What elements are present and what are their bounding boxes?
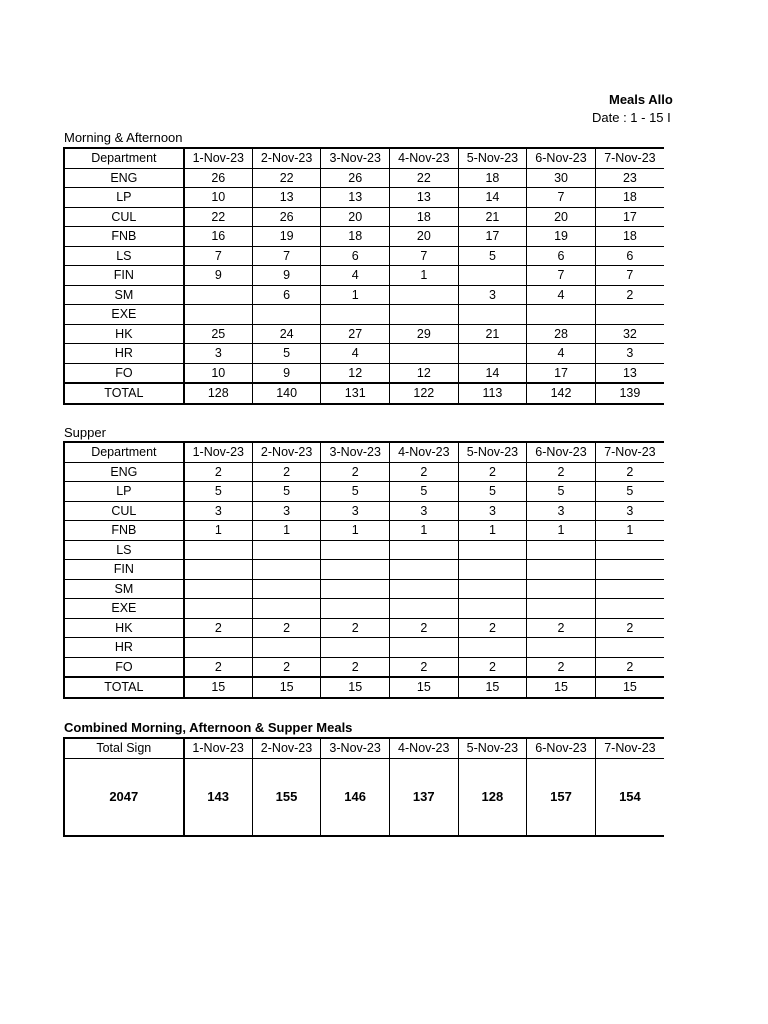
meal-count-cell: 3	[321, 501, 390, 521]
department-cell: EXE	[64, 305, 184, 325]
column-header: 2-Nov-23	[252, 442, 321, 462]
meal-count-cell: 2	[390, 618, 459, 638]
meal-count-cell: 3	[527, 501, 596, 521]
meal-count-cell: 13	[595, 363, 664, 383]
meal-count-cell: 20	[527, 207, 596, 227]
meal-count-cell: 2	[252, 618, 321, 638]
meal-count-cell: 23	[595, 168, 664, 188]
meal-count-cell: 5	[184, 482, 253, 502]
meal-count-cell: 13	[390, 188, 459, 208]
meal-count-cell: 26	[184, 168, 253, 188]
meal-count-cell: 10	[184, 363, 253, 383]
department-cell: LP	[64, 482, 184, 502]
meal-count-cell: 18	[458, 168, 527, 188]
column-header: 5-Nov-23	[458, 148, 527, 168]
meal-count-cell: 1	[321, 285, 390, 305]
meal-count-cell: 20	[390, 227, 459, 247]
column-header: 2-Nov-23	[252, 738, 321, 758]
meal-count-cell: 2	[458, 657, 527, 677]
meal-count-cell: 18	[321, 227, 390, 247]
meal-count-cell: 2	[595, 285, 664, 305]
column-header: 4-Nov-23	[390, 442, 459, 462]
meal-count-cell: 2	[595, 657, 664, 677]
meal-count-cell: 5	[527, 482, 596, 502]
column-header: 7-Nov-23	[595, 148, 664, 168]
column-header: 5-Nov-23	[458, 442, 527, 462]
department-cell: ENG	[64, 168, 184, 188]
column-header: 4-Nov-23	[390, 148, 459, 168]
meal-count-cell: 26	[321, 168, 390, 188]
meal-count-cell: 3	[458, 501, 527, 521]
meal-count-cell: 5	[252, 344, 321, 364]
meal-count-cell: 6	[321, 246, 390, 266]
meal-count-cell: 2	[321, 618, 390, 638]
meal-count-cell: 26	[252, 207, 321, 227]
meal-count-cell: 2	[595, 462, 664, 482]
meal-count-cell: 2	[184, 618, 253, 638]
meal-count-cell: 15	[252, 677, 321, 698]
meal-count-cell: 20	[321, 207, 390, 227]
meal-count-cell: 29	[390, 324, 459, 344]
meal-count-cell: 2	[252, 657, 321, 677]
meal-count-cell: 15	[184, 677, 253, 698]
daily-total-cell: 146	[321, 758, 390, 836]
meal-count-cell: 13	[321, 188, 390, 208]
meal-count-cell: 2	[390, 462, 459, 482]
meal-count-cell: 22	[252, 168, 321, 188]
meal-count-cell: 9	[252, 266, 321, 286]
meal-count-cell: 113	[458, 383, 527, 404]
meal-count-cell: 7	[527, 266, 596, 286]
meal-count-cell: 19	[252, 227, 321, 247]
meal-count-cell: 5	[458, 482, 527, 502]
column-header: Total Sign	[64, 738, 184, 758]
department-cell: FNB	[64, 227, 184, 247]
combined-meals-table	[63, 737, 664, 837]
meal-count-cell: 14	[458, 188, 527, 208]
column-header: 1-Nov-23	[184, 738, 253, 758]
department-cell: CUL	[64, 501, 184, 521]
meal-count-cell: 10	[184, 188, 253, 208]
meal-count-cell: 2	[252, 462, 321, 482]
column-header: 5-Nov-23	[458, 738, 527, 758]
department-cell: FIN	[64, 560, 184, 580]
department-cell: CUL	[64, 207, 184, 227]
meal-count-cell: 7	[390, 246, 459, 266]
department-cell: SM	[64, 579, 184, 599]
meal-count-cell: 3	[184, 501, 253, 521]
meal-count-cell: 5	[458, 246, 527, 266]
meal-count-cell: 1	[252, 521, 321, 541]
meal-count-cell: 2	[184, 657, 253, 677]
meal-count-cell: 128	[184, 383, 253, 404]
meal-count-cell: 2	[527, 618, 596, 638]
department-cell: SM	[64, 285, 184, 305]
meal-count-cell: 27	[321, 324, 390, 344]
meal-count-cell: 17	[458, 227, 527, 247]
meal-count-cell: 4	[321, 266, 390, 286]
meal-count-cell: 142	[527, 383, 596, 404]
column-header: 1-Nov-23	[184, 442, 253, 462]
meal-count-cell: 15	[458, 677, 527, 698]
meal-count-cell: 6	[595, 246, 664, 266]
meal-count-cell: 21	[458, 324, 527, 344]
meal-count-cell: 6	[527, 246, 596, 266]
meal-count-cell: 15	[595, 677, 664, 698]
meal-count-cell: 12	[321, 363, 390, 383]
daily-total-cell: 155	[252, 758, 321, 836]
meal-count-cell: 15	[527, 677, 596, 698]
meal-count-cell: 2	[321, 657, 390, 677]
meal-count-cell: 4	[527, 285, 596, 305]
meal-count-cell: 5	[321, 482, 390, 502]
meal-count-cell: 18	[595, 227, 664, 247]
header-row	[64, 738, 664, 758]
meal-count-cell: 1	[527, 521, 596, 541]
daily-total-cell: 137	[389, 758, 458, 836]
column-header: 6-Nov-23	[527, 738, 596, 758]
meal-count-cell: 9	[184, 266, 253, 286]
meal-count-cell: 1	[184, 521, 253, 541]
meal-count-cell: 2	[595, 618, 664, 638]
meal-count-cell: 2	[527, 657, 596, 677]
department-cell: LS	[64, 246, 184, 266]
column-header: 7-Nov-23	[595, 738, 664, 758]
meal-count-cell: 3	[595, 501, 664, 521]
meal-count-cell: 17	[595, 207, 664, 227]
meal-count-cell: 21	[458, 207, 527, 227]
column-header: 6-Nov-23	[527, 442, 596, 462]
meal-count-cell: 24	[252, 324, 321, 344]
daily-total-cell: 154	[595, 758, 664, 836]
meal-count-cell: 32	[595, 324, 664, 344]
department-cell: HR	[64, 638, 184, 658]
meal-count-cell: 131	[321, 383, 390, 404]
meal-count-cell: 2	[458, 462, 527, 482]
column-header: 3-Nov-23	[321, 148, 390, 168]
meal-count-cell: 1	[390, 521, 459, 541]
meal-count-cell: 14	[458, 363, 527, 383]
meal-count-cell: 28	[527, 324, 596, 344]
meal-count-cell: 9	[252, 363, 321, 383]
meal-count-cell: 22	[184, 207, 253, 227]
meal-count-cell: 1	[390, 266, 459, 286]
column-header: 6-Nov-23	[527, 148, 596, 168]
meal-count-cell: 3	[184, 344, 253, 364]
department-cell: HK	[64, 324, 184, 344]
meal-count-cell: 1	[321, 521, 390, 541]
meal-count-cell: 4	[527, 344, 596, 364]
report-title: Meals Allo	[609, 92, 673, 107]
department-cell: EXE	[64, 599, 184, 619]
department-cell: LS	[64, 540, 184, 560]
combined-meals-label: Combined Morning, Afternoon & Supper Meals	[64, 720, 353, 735]
meal-count-cell: 15	[321, 677, 390, 698]
department-cell: ENG	[64, 462, 184, 482]
meal-count-cell: 3	[390, 501, 459, 521]
meal-count-cell: 7	[527, 188, 596, 208]
meal-count-cell: 13	[252, 188, 321, 208]
meal-count-cell: 3	[252, 501, 321, 521]
meal-count-cell: 139	[595, 383, 664, 404]
meal-count-cell: 5	[595, 482, 664, 502]
daily-total-cell: 143	[184, 758, 253, 836]
meal-count-cell: 17	[527, 363, 596, 383]
meal-count-cell: 1	[458, 521, 527, 541]
meal-count-cell: 3	[458, 285, 527, 305]
column-header: 3-Nov-23	[321, 738, 390, 758]
column-header: 4-Nov-23	[389, 738, 458, 758]
meal-count-cell: 4	[321, 344, 390, 364]
column-header: 2-Nov-23	[252, 148, 321, 168]
report-date-range: Date : 1 - 15 I	[592, 110, 671, 125]
daily-total-cell: 157	[527, 758, 596, 836]
meal-count-cell: 2	[390, 657, 459, 677]
department-cell: TOTAL	[64, 383, 184, 404]
meal-count-cell: 122	[390, 383, 459, 404]
column-header: Department	[64, 148, 184, 168]
meal-count-cell: 7	[252, 246, 321, 266]
department-cell: FNB	[64, 521, 184, 541]
meal-count-cell: 19	[527, 227, 596, 247]
grand-total-cell: 2047	[64, 758, 184, 836]
meal-count-cell: 25	[184, 324, 253, 344]
meal-count-cell: 30	[527, 168, 596, 188]
meal-count-cell: 15	[390, 677, 459, 698]
meal-count-cell: 18	[595, 188, 664, 208]
supper-label: Supper	[64, 425, 106, 440]
meal-count-cell: 2	[527, 462, 596, 482]
department-cell: FO	[64, 363, 184, 383]
meal-count-cell: 6	[252, 285, 321, 305]
meal-count-cell: 5	[390, 482, 459, 502]
meal-count-cell: 2	[321, 462, 390, 482]
meal-count-cell: 3	[595, 344, 664, 364]
column-header: 7-Nov-23	[595, 442, 664, 462]
column-header: Department	[64, 442, 184, 462]
department-cell: HK	[64, 618, 184, 638]
meal-count-cell: 12	[390, 363, 459, 383]
meal-count-cell: 2	[184, 462, 253, 482]
department-cell: HR	[64, 344, 184, 364]
department-cell: FO	[64, 657, 184, 677]
combined-total-row	[64, 758, 664, 836]
daily-total-cell: 128	[458, 758, 527, 836]
meal-count-cell: 7	[595, 266, 664, 286]
meal-count-cell: 7	[184, 246, 253, 266]
meal-count-cell: 18	[390, 207, 459, 227]
meal-count-cell: 5	[252, 482, 321, 502]
meal-count-cell: 2	[458, 618, 527, 638]
department-cell: TOTAL	[64, 677, 184, 698]
meal-count-cell: 140	[252, 383, 321, 404]
department-cell: LP	[64, 188, 184, 208]
meal-count-cell: 22	[390, 168, 459, 188]
column-header: 3-Nov-23	[321, 442, 390, 462]
department-cell: FIN	[64, 266, 184, 286]
meal-count-cell: 16	[184, 227, 253, 247]
column-header: 1-Nov-23	[184, 148, 253, 168]
meal-count-cell: 1	[595, 521, 664, 541]
morning-afternoon-label: Morning & Afternoon	[64, 130, 183, 145]
